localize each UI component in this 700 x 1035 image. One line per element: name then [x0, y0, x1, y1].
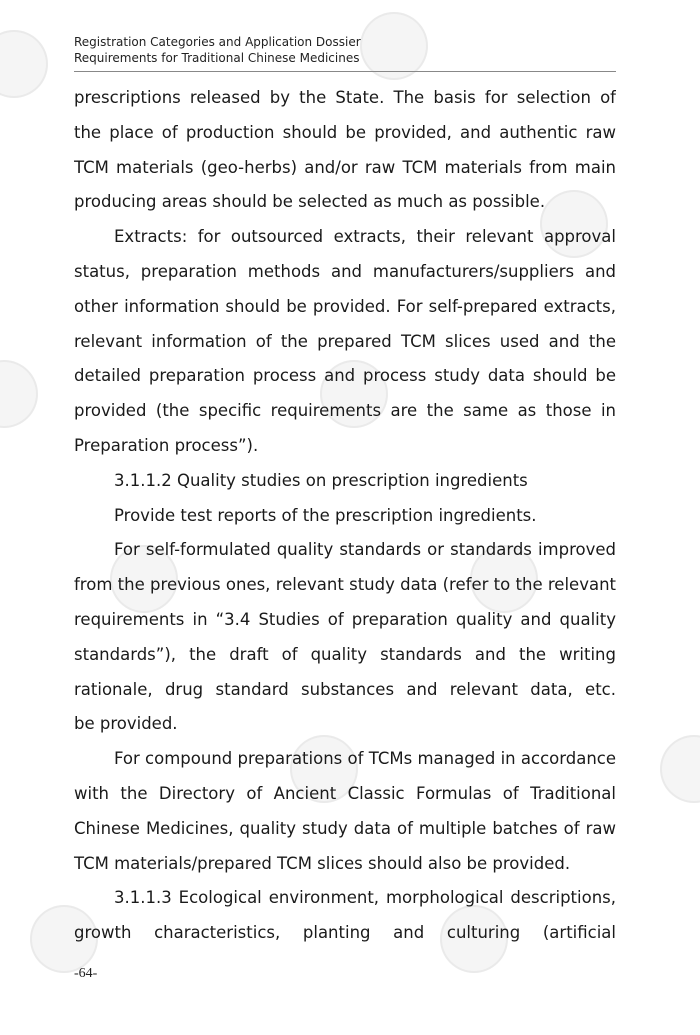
paragraph-2 — [74, 220, 616, 464]
paragraph-6 — [74, 742, 616, 881]
text-line: Chinese Medicines, quality study data of multiple batches of raw — [74, 818, 616, 838]
text-line: from the previous ones, relevant study data (refer to the relevant — [74, 575, 616, 595]
text-line: Preparation process”). — [74, 435, 259, 455]
text-line: status, preparation methods and manufacturers/suppliers and — [74, 261, 616, 281]
paragraph-5 — [74, 533, 616, 742]
watermark-seal-icon — [0, 360, 38, 428]
text-line: provided (the specific requirements are the same as those in — [74, 401, 616, 421]
text-line: growth characteristics, planting and culturing (artificial — [74, 923, 616, 943]
header-line-1: Registration Categories and Application Dossier — [74, 35, 361, 49]
text-line: For compound preparations of TCMs managed in accordance — [114, 749, 616, 769]
text-line: relevant information of the prepared TCM slices used and the — [74, 331, 616, 351]
text-line: TCM materials/prepared TCM slices should also be provided. — [74, 853, 571, 873]
text-line: requirements in “3.4 Studies of preparation quality and quality — [74, 609, 616, 629]
text-line: standards”), the draft of quality standards and the writing — [74, 644, 616, 664]
text-line: Extracts: for outsourced extracts, their relevant approval — [114, 227, 616, 247]
text-line: detailed preparation process and process study data should be — [74, 366, 616, 386]
running-header — [74, 34, 616, 66]
header-divider — [74, 71, 616, 72]
header-line-2: Requirements for Traditional Chinese Medicines — [74, 51, 360, 65]
text-line: with the Directory of Ancient Classic Formulas of Traditional — [74, 783, 616, 803]
text-line: rationale, drug standard substances and relevant data, etc. — [74, 679, 616, 699]
watermark-seal-icon — [0, 30, 48, 98]
text-line: other information should be provided. For self-prepared extracts, — [74, 296, 616, 316]
paragraph-1 — [74, 81, 616, 220]
text-line: 3.1.1.3 Ecological environment, morphological descriptions, — [114, 888, 616, 908]
text-line: For self-formulated quality standards or standards improved — [114, 540, 616, 560]
section-heading-3-1-1-2: 3.1.1.2 Quality studies on prescription ingredients — [114, 470, 528, 490]
text-line: prescriptions released by the State. The basis for selection of — [74, 88, 616, 107]
text-line: producing areas should be selected as much as possible. — [74, 192, 546, 212]
text-line: the place of production should be provided, and authentic raw — [74, 122, 616, 142]
watermark-seal-icon — [660, 735, 700, 803]
section-heading-3-1-1-3 — [74, 881, 616, 951]
text-line: be provided. — [74, 714, 178, 734]
page-number: -64- — [74, 966, 98, 981]
paragraph-4: Provide test reports of the prescription ingredients. — [114, 505, 537, 525]
body-text — [74, 81, 616, 951]
text-line: TCM materials (geo-herbs) and/or raw TCM materials from main — [74, 157, 616, 177]
